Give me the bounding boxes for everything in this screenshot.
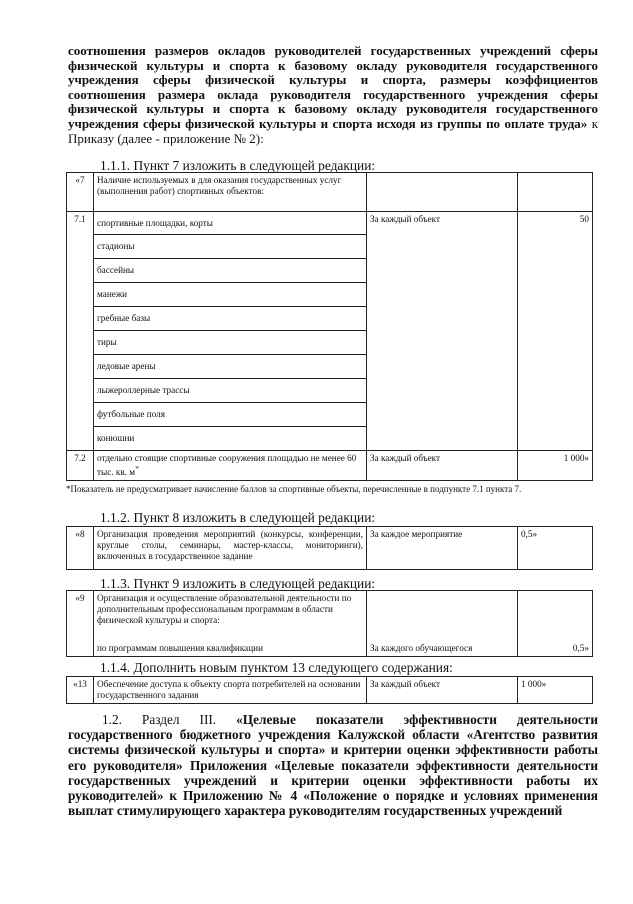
row-number: 7.1 [67, 212, 94, 451]
list-item: бассейны [94, 259, 367, 283]
intro-tail: к Приказу (далее - приложение № 2): [68, 115, 599, 146]
row-unit: За каждый объект [367, 451, 518, 481]
list-item: конюшни [94, 427, 367, 451]
table-point-7 [66, 172, 593, 481]
table-row [67, 212, 593, 235]
row-number: 7.2 [67, 451, 94, 481]
row-text [94, 591, 367, 657]
table-row [67, 173, 593, 212]
row-text-main: отдельно стоящие спортивные сооружения площадью не менее 60 тыс. кв. м [97, 453, 357, 477]
heading-point-9: 1.1.3. Пункт 9 изложить в следующей редакции: [100, 576, 376, 591]
row-unit-text: За каждого обучающегося [370, 643, 473, 654]
list-item: манежи [94, 283, 367, 307]
footnote-mark: * [135, 463, 139, 473]
footnote: *Показатель не предусматривает начисление баллов за спортивные объекты, перечисленные в подпункте 7.1 пункта 7. [66, 484, 522, 494]
table-row [67, 451, 593, 481]
heading-point-13: 1.1.4. Дополнить новым пунктом 13 следующего содержания: [100, 660, 453, 675]
row-value [518, 591, 593, 657]
section-paragraph [68, 712, 598, 818]
table-row [67, 591, 593, 657]
row-number: «8 [67, 527, 94, 570]
row-value-text: 0,5» [572, 643, 589, 654]
row-unit [367, 591, 518, 657]
intro-paragraph [68, 44, 598, 146]
heading-point-8: 1.1.2. Пункт 8 изложить в следующей редакции: [100, 510, 376, 525]
row-value: 1 000» [518, 451, 593, 481]
row-unit [367, 173, 518, 212]
row-number: «7 [67, 173, 94, 212]
intro-bold-text: соотношения размеров окладов руководителей государственных учреждений сферы физической культуры и спорта к базовому окладу руководителя государственного учреждения сферы физической культуры и спорта, размеры коэффициентов соотношения размера оклада руководителя государственного учреждения сферы физической культуры и спорта к базовому окладу руководителя государственного учреждения сферы физической культуры и спорта исходя из группы по оплате труда» [68, 43, 598, 131]
list-item: тиры [94, 331, 367, 355]
row-text: Организация проведения мероприятий (конкурсы, конференции, круглые столы, семинары, мастер-классы, мониторинги), включенных в государственное задание [94, 527, 367, 570]
row-subtext: по программам повышения квалификации [97, 643, 263, 654]
row-text: Наличие используемых в для оказания государственных услуг (выполнения работ) спортивных объектов: [94, 173, 367, 212]
list-item: ледовые арены [94, 355, 367, 379]
list-item: футбольные поля [94, 403, 367, 427]
heading-point-7: 1.1.1. Пункт 7 изложить в следующей редакции: [100, 158, 376, 173]
row-unit: За каждое мероприятие [367, 527, 518, 570]
row-value: 50 [518, 212, 593, 451]
list-item: спортивные площадки, корты [94, 212, 367, 235]
row-text-main: Организация и осуществление образовательной деятельности по дополнительным профессиональным программам в области физической культуры и спорта: [97, 593, 352, 625]
section-text: «Целевые показатели эффективности деятельности государственного бюджетного учреждения Калужской области «Агентство развития системы физической культуры и спорта» и критерии оценки эффективности работы его руководителя» Приложения «Целевые показатели эффективности деятельности государственных учреждений и критерии оценки эффективности работы их руководителей» к Приложению № 4 «Положение о порядке и условиях применения выплат стимулирующего характера руководителям государственных учреждений [68, 712, 598, 819]
table-point-9 [66, 590, 593, 657]
table-row [67, 527, 593, 570]
row-value [518, 173, 593, 212]
row-unit: За каждый объект [367, 677, 518, 704]
row-text [94, 451, 367, 481]
row-number: «13 [67, 677, 94, 704]
list-item: гребные базы [94, 307, 367, 331]
table-point-8 [66, 526, 593, 570]
row-text: Обеспечение доступа к объекту спорта потребителей на основании государственного задания [94, 677, 367, 704]
section-lead: 1.2. Раздел III. [102, 712, 217, 727]
row-value: 1 000» [518, 677, 593, 704]
row-number: «9 [67, 591, 94, 657]
table-point-13 [66, 676, 593, 704]
list-item: лыжероллерные трассы [94, 379, 367, 403]
row-unit: За каждый объект [367, 212, 518, 451]
table-row [67, 677, 593, 704]
row-value: 0,5» [518, 527, 593, 570]
list-item: стадионы [94, 235, 367, 259]
